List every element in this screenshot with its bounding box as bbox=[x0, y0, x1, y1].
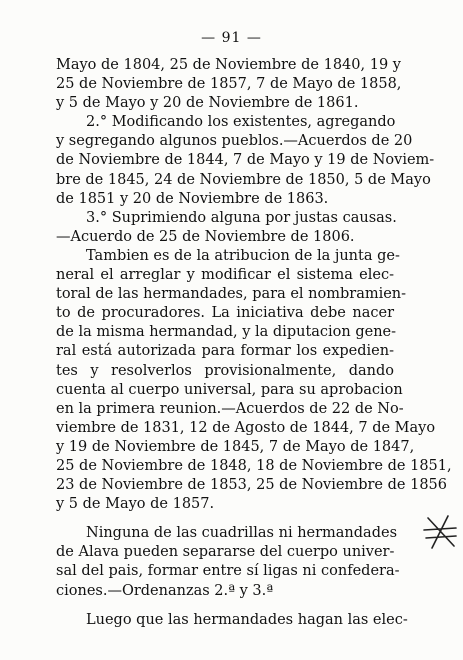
text-line: de la misma hermandad, y la diputacion gene- bbox=[56, 324, 397, 341]
text-line: ral está autorizada para formar los expedien- bbox=[56, 343, 394, 360]
handwritten-mark-icon bbox=[420, 510, 460, 554]
text-line: y 5 de Mayo de 1857. bbox=[56, 496, 215, 513]
body-text bbox=[56, 56, 452, 630]
text-line: viembre de 1831, 12 de Agosto de 1844, 7 de Mayo bbox=[56, 419, 436, 436]
text-line: Tambien es de la atribucion de la junta ge- bbox=[86, 247, 400, 264]
text-line: y 5 de Mayo y 20 de Noviembre de 1861. bbox=[56, 95, 359, 112]
text-line: de Alava pueden separarse del cuerpo univer- bbox=[56, 544, 395, 561]
text-line: to de procuradores. La iniciativa debe nacer bbox=[56, 305, 394, 322]
text-line: sal del pais, formar entre sí ligas ni confedera- bbox=[56, 563, 400, 580]
text-line: Mayo de 1804, 25 de Noviembre de 1840, 19 y bbox=[56, 57, 401, 73]
page-number: — 91 — bbox=[201, 30, 262, 46]
text-line: tes y resolverlos provisionalmente, dando bbox=[56, 362, 394, 379]
text-line: 25 de Noviembre de 1848, 18 de Noviembre de 1851, bbox=[56, 457, 452, 474]
text-line: —Acuerdo de 25 de Noviembre de 1806. bbox=[56, 228, 355, 245]
text-line: 23 de Noviembre de 1853, 25 de Noviembre de 1856 bbox=[56, 477, 447, 494]
text-line: 2.° Modificando los existentes, agregando bbox=[86, 114, 396, 131]
text-line: de Noviembre de 1844, 7 de Mayo y 19 de Noviem- bbox=[56, 152, 435, 169]
text-line: 25 de Noviembre de 1857, 7 de Mayo de 1858, bbox=[56, 76, 402, 93]
text-line: en la primera reunion.—Acuerdos de 22 de No- bbox=[56, 400, 404, 417]
text-line: y 19 de Noviembre de 1845, 7 de Mayo de 1847, bbox=[56, 438, 415, 455]
text-line: bre de 1845, 24 de Noviembre de 1850, 5 de Mayo bbox=[56, 171, 431, 188]
text-line: toral de las hermandades, para el nombramien- bbox=[56, 286, 407, 303]
text-line: 3.° Suprimiendo alguna por justas causas. bbox=[86, 209, 397, 226]
paragraph-gap bbox=[56, 514, 394, 524]
text-line: y segregando algunos pueblos.—Acuerdos de 20 bbox=[56, 133, 413, 150]
text-line: ciones.—Ordenanzas 2.ª y 3.ª bbox=[56, 582, 274, 599]
text-line: de 1851 y 20 de Noviembre de 1863. bbox=[56, 190, 329, 207]
paragraph-gap bbox=[56, 601, 394, 611]
text-line: cuenta al cuerpo universal, para su aprobacion bbox=[56, 381, 403, 398]
text-line: Ninguna de las cuadrillas ni hermandades bbox=[86, 525, 398, 542]
text-line: Luego que las hermandades hagan las elec- bbox=[86, 611, 408, 628]
text-line: neral el arreglar y modificar el sistema elec- bbox=[56, 267, 394, 284]
